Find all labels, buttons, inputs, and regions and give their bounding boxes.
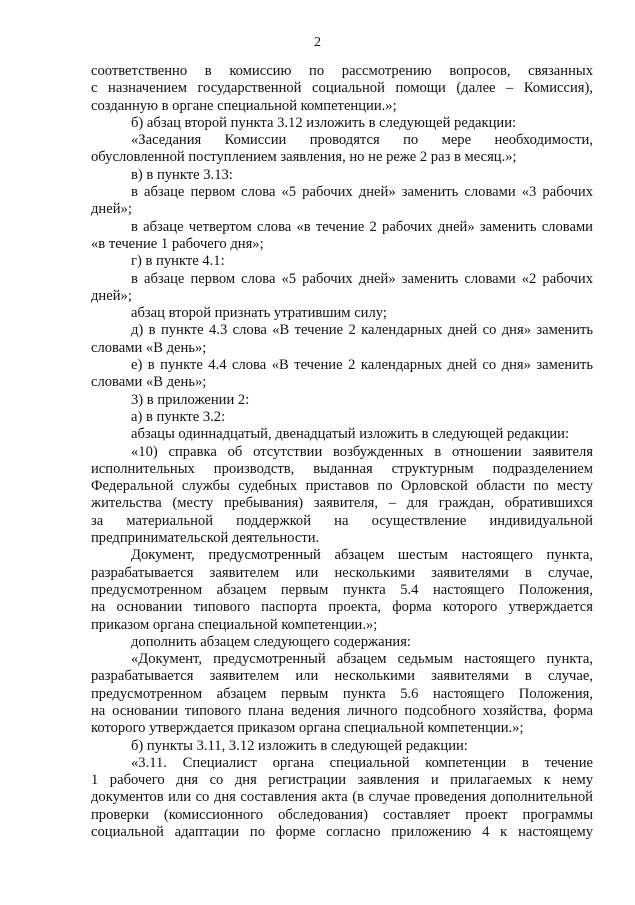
text-line: е) в пункте 4.4 слова «В течение 2 календарных дней со дня» заменить [131,357,593,374]
text-line: словами «В день»; [91,339,207,356]
text-line: дней»; [91,201,132,218]
text-line: которого утверждается приказом органа специальной компетенции.»; [91,720,524,737]
text-line: абзац второй признать утратившим силу; [131,305,387,322]
text-line: «10) справка об отсутствии возбужденных в отношении заявителя [131,443,593,460]
text-line: «в течение 1 рабочего дня»; [91,235,264,252]
text-line: соответственно в комиссию по рассмотрению вопросов, связанных [91,63,593,79]
text-line: в абзаце первом слова «5 рабочих дней» заменить словами «2 рабочих [131,270,593,287]
text-line: документов или со дня составления акта (в случае проведения дополнительной [91,789,593,806]
text-line: б) абзац второй пункта 3.12 изложить в следующей редакции: [131,114,517,131]
text-line: за материальной поддержкой на осуществление индивидуальной [91,512,593,529]
text-line: проверки (комиссионного обследования) составляет проект программы [91,806,593,823]
text-line: социальной адаптации по форме согласно приложению 4 к настоящему [91,824,593,841]
text-line: на основании типового плана ведения личного подсобного хозяйства, форма [91,702,593,719]
text-line: предусмотренном абзацем первым пункта 5.6 настоящего Положения, [91,685,593,702]
text-line: 3) в приложении 2: [131,391,250,408]
text-line: разрабатывается заявителем или несколькими заявителями в случае, [91,564,593,581]
text-line: дополнить абзацем следующего содержания: [131,633,411,650]
text-line: «Заседания Комиссии проводятся по мере необходимости, [131,132,593,149]
text-line: обусловленной поступлением заявления, но не реже 2 раз в месяц.»; [91,149,517,166]
text-line: предусмотренном абзацем первым пункта 5.4 настоящего Положения, [91,581,593,598]
text-line: созданную в органе специальной компетенции.»; [91,97,397,114]
document-body [91,63,593,841]
text-line: Федеральной службы судебных приставов по Орловской области по месту [91,478,593,495]
text-line: а) в пункте 3.2: [131,408,226,425]
text-line: в абзаце четвертом слова «в течение 2 рабочих дней» заменить словами [131,218,593,235]
page-number: 2 [314,35,321,50]
text-line: Документ, предусмотренный абзацем шестым настоящего пункта, [131,547,593,564]
text-line: дней»; [91,287,132,304]
text-line: «3.11. Специалист органа специальной компетенции в течение [131,754,593,771]
text-line: г) в пункте 4.1: [131,253,225,270]
text-line: приказом органа специальной компетенции.»; [91,616,378,633]
text-line: «Документ, предусмотренный абзацем седьмым настоящего пункта, [131,651,593,668]
text-line: абзацы одиннадцатый, двенадцатый изложить в следующей редакции: [131,426,570,443]
text-line: исполнительных производств, выданная структурным подразделением [91,460,593,477]
text-line: д) в пункте 4.3 слова «В течение 2 календарных дней со дня» заменить [131,322,593,339]
text-line: жительства (месту пребывания) заявителя, – для граждан, обратившихся [91,495,593,512]
text-line: 1 рабочего дня со дня регистрации заявления и прилагаемых к нему [91,772,593,789]
text-line: на основании типового паспорта проекта, форма которого утверждается [91,599,593,616]
text-line: с назначением государственной социальной помощи (далее – Комиссия), [91,80,593,97]
text-line: в абзаце первом слова «5 рабочих дней» заменить словами «3 рабочих [131,184,593,201]
text-line: словами «В день»; [91,374,207,391]
text-line: предпринимательской деятельности. [91,530,320,547]
text-line: б) пункты 3.11, 3.12 изложить в следующей редакции: [131,737,468,754]
text-line: разрабатывается заявителем или несколькими заявителями в случае, [91,668,593,685]
text-line: в) в пункте 3.13: [131,166,233,183]
